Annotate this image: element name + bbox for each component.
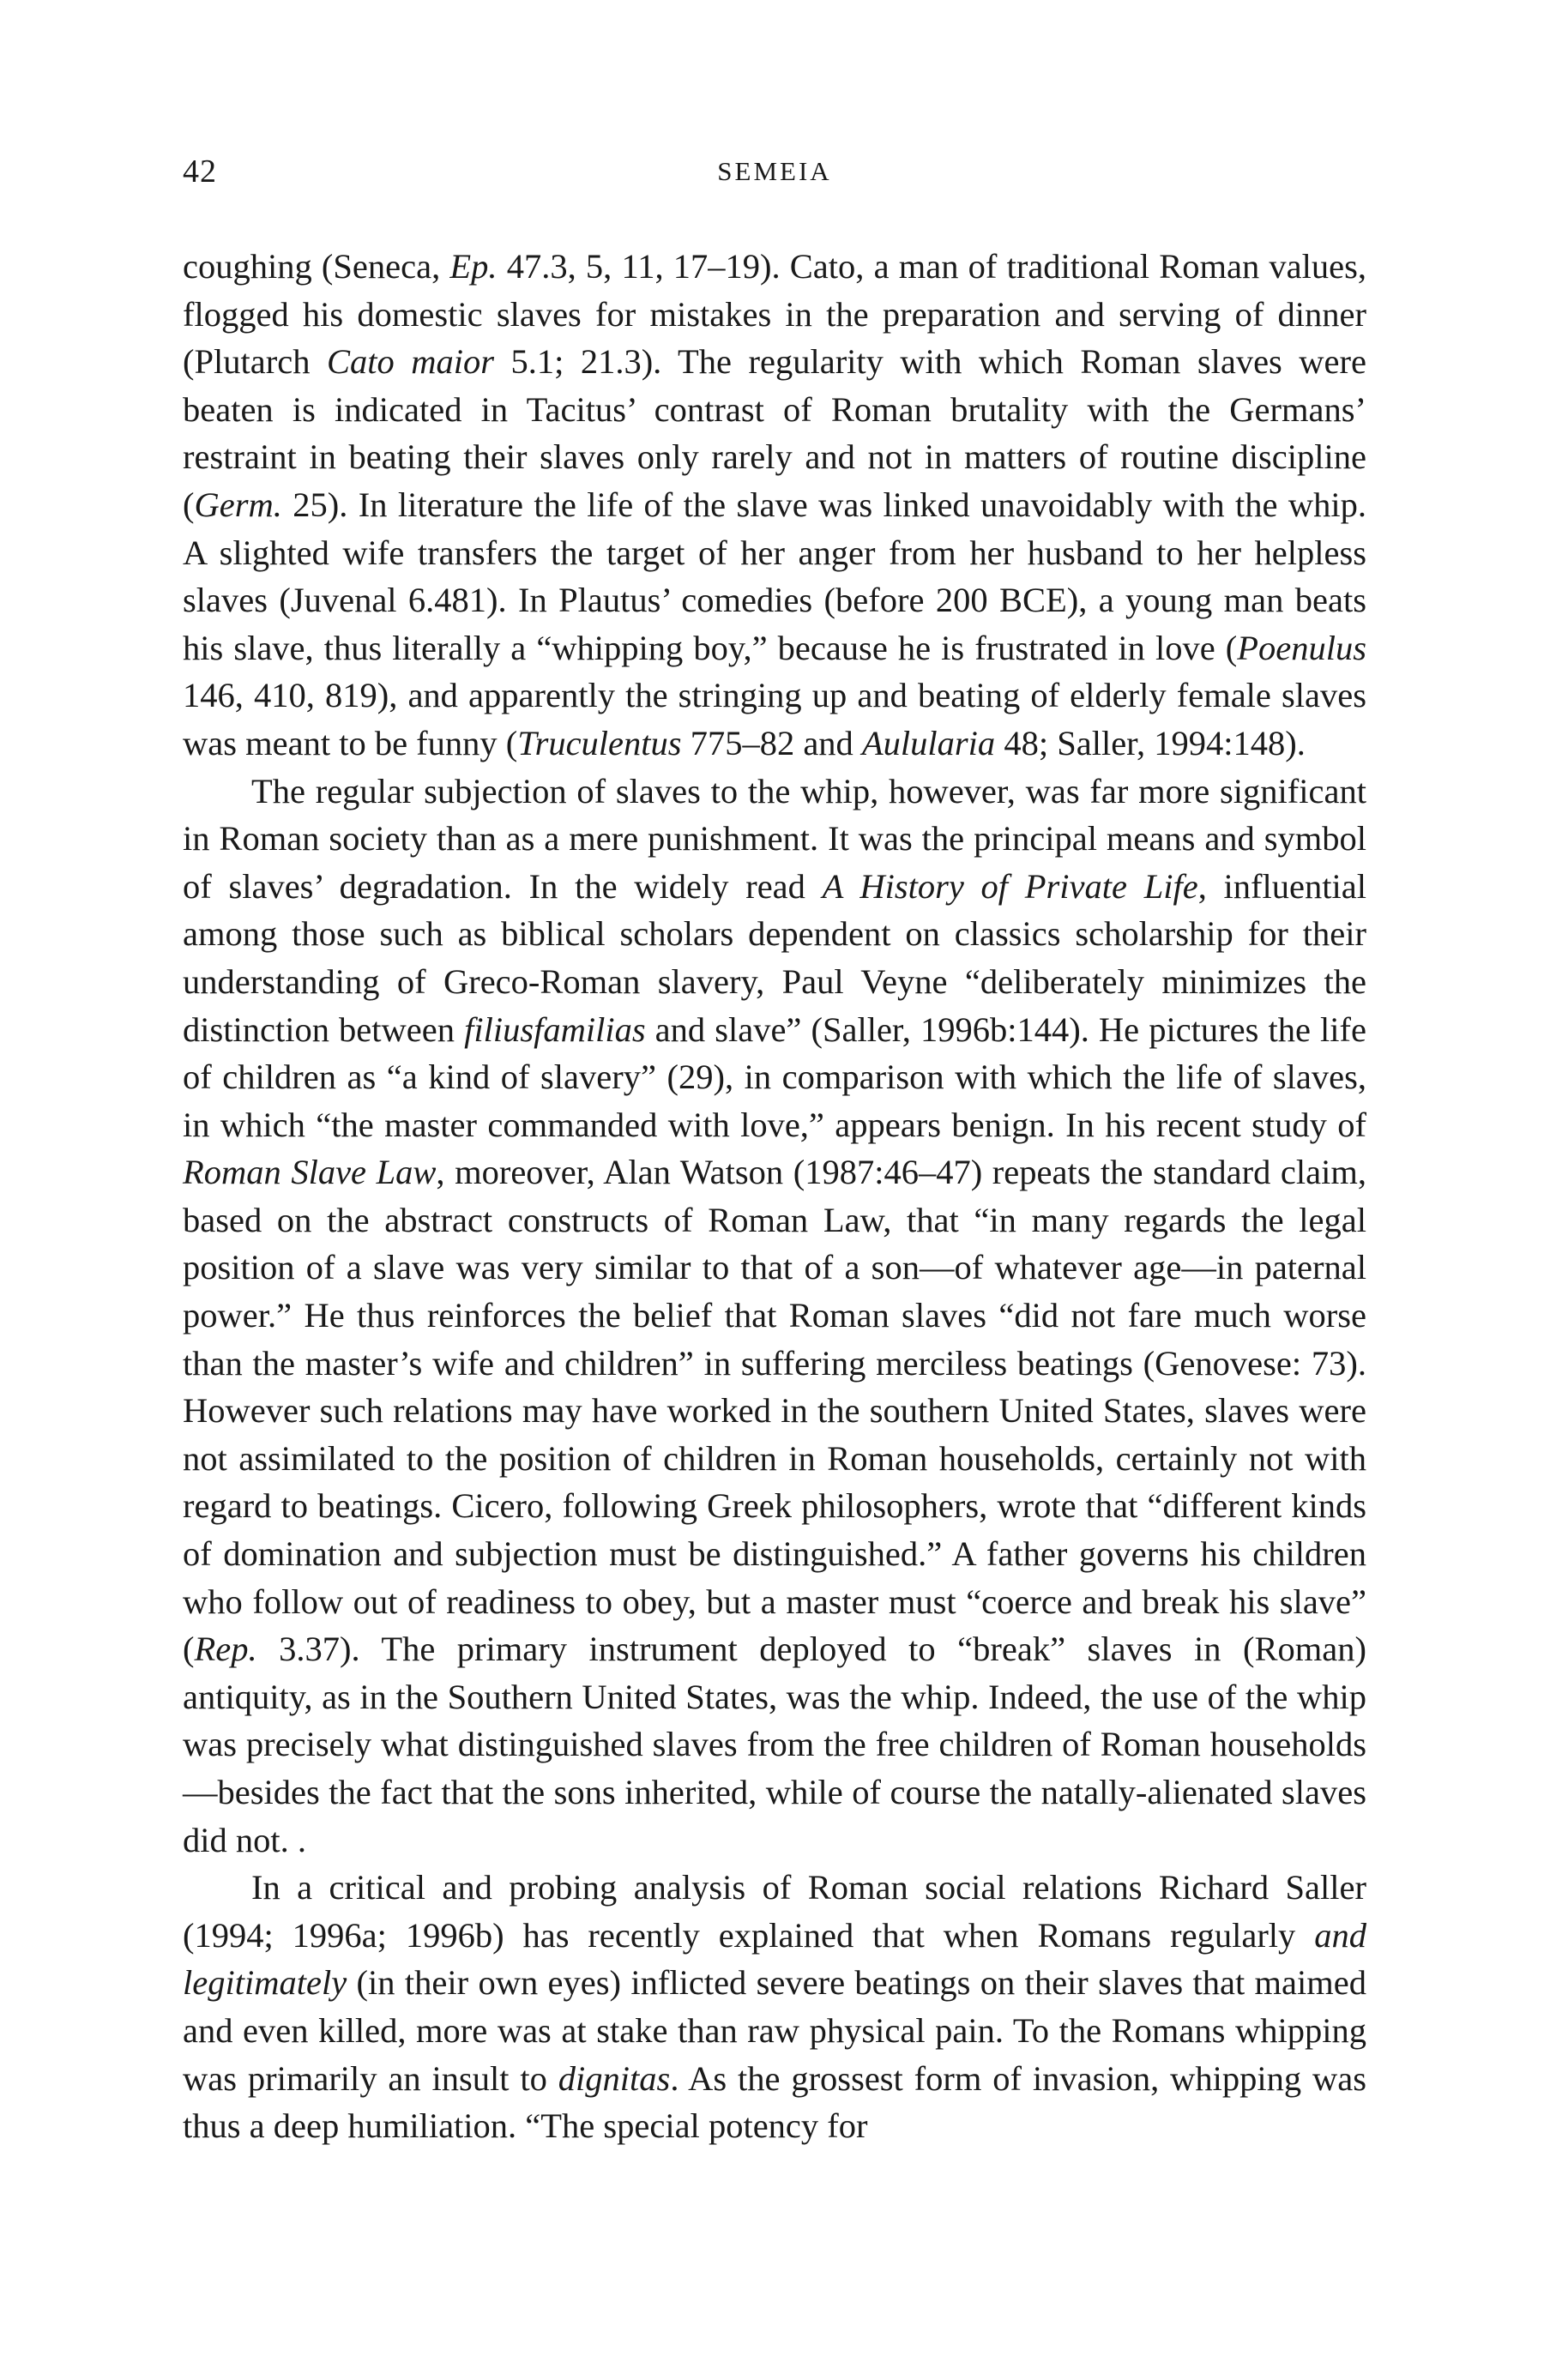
italic-text-segment: filiusfamilias [464,1009,646,1049]
paragraph [183,243,1366,768]
italic-text-segment: Germ. [194,485,282,524]
text-segment: (in their own eyes) inflicted severe beatings on their slaves that maimed and even killed, more was at stake than raw physical pain. To the Romans whipping was primarily an insult to [183,1963,1366,2098]
text-segment: 47.3, 5, 11, 17–19). Cato, a man of traditional Roman values, flogged his domestic slaves for mistakes in the preparation and serving of dinner (Plutarch [183,247,1366,382]
text-segment: , influential among those such as biblical scholars dependent on classics scholarship for their understanding of Greco-Roman slavery, Paul Veyne “deliberately minimizes the distinction between [183,866,1366,1049]
italic-text-segment: Ep. [449,247,498,286]
paragraph [183,1864,1366,2150]
italic-text-segment: Poenulus [1237,628,1366,667]
text-segment: 48; Saller, 1994:148). [995,723,1306,762]
italic-text-segment: dignitas [558,2058,671,2098]
text-segment: 775–82 and [681,723,862,762]
text-segment: 3.37). The primary instrument deployed to “break” slaves in (Roman) antiquity, as in the Southern United States, was the whip. Indeed, the use of the whip was precisely what distinguished slaves from the free children of Roman households—besides the fact that the sons inherited, while of course the natally-alienated slaves did not. . [183,1630,1366,1859]
text-segment: coughing (Seneca, [183,247,450,286]
text-segment: . As the grossest form of invasion, whipping was thus a deep humiliation. “The special potency for [183,2058,1366,2146]
body-text [183,243,1366,2150]
text-segment: 25). In literature the life of the slave was linked unavoidably with the whip. A slighted wife transfers the target of her anger from her husband to her helpless slaves (Juvenal 6.481). In Plautus’ comedies (before 200 BCE), a young man beats his slave, thus literally a “whipping boy,” because he is frustrated in love ( [183,485,1366,667]
italic-text-segment: Aulularia [861,723,996,762]
italic-text-segment: Cato maior [326,342,494,382]
text-segment: , moreover, Alan Watson (1987:46–47) repeats the standard claim, based on the abstract constructs of Roman Law, that “in many regards the legal position of a slave was very similar to that of a son—of whatever age—in paternal power.” He thus reinforces the belief that Roman slaves “did not fare much worse than the master’s wife and children” in suffering merciless beatings (Genovese: 73). However such relations may have worked in the southern United States, slaves were not assimilated to the position of children in Roman households, certainly not with regard to beatings. Cicero, following Greek philosophers, wrote that “different kinds of domination and subjection must be distinguished.” A father governs his children who follow out of readiness to obey, but a master must “coerce and break his slave” ( [183,1153,1366,1669]
text-segment: 146, 410, 819), and apparently the stringing up and beating of elderly female slaves was meant to be funny ( [183,676,1366,762]
page-number: 42 [183,154,217,190]
paragraph [183,768,1366,1865]
italic-text-segment: A History of Private Life [822,866,1198,906]
italic-text-segment: Truculentus [517,723,682,762]
text-segment: The regular subjection of slaves to the whip, however, was far more significant in Roman society than as a mere punishment. It was the principal means and symbol of slaves’ degradation. In the widely read [183,771,1366,906]
italic-text-segment: Roman Slave Law [183,1153,437,1192]
text-segment: In a critical and probing analysis of Roman social relations Richard Saller (1994; 1996a; 1996b) has recently explained that when Romans regularly [183,1868,1366,1955]
journal-title: SEMEIA [717,156,832,186]
text-segment: 5.1; 21.3). The regularity with which Roman slaves were beaten is indicated in Tacitus’ contrast of Roman brutality with the Germans’ restraint in beating their slaves only rarely and not in matters of routine discipline ( [183,342,1366,524]
running-head [183,153,1366,196]
italic-text-segment: and legitimately [183,1915,1366,2003]
italic-text-segment: Rep. [194,1630,257,1669]
text-segment: and slave” (Saller, 1996b:144). He pictures the life of children as “a kind of slavery” (29), in comparison with which the life of slaves, in which “the master commanded with love,” appears benign. In his recent study of [183,1009,1366,1144]
